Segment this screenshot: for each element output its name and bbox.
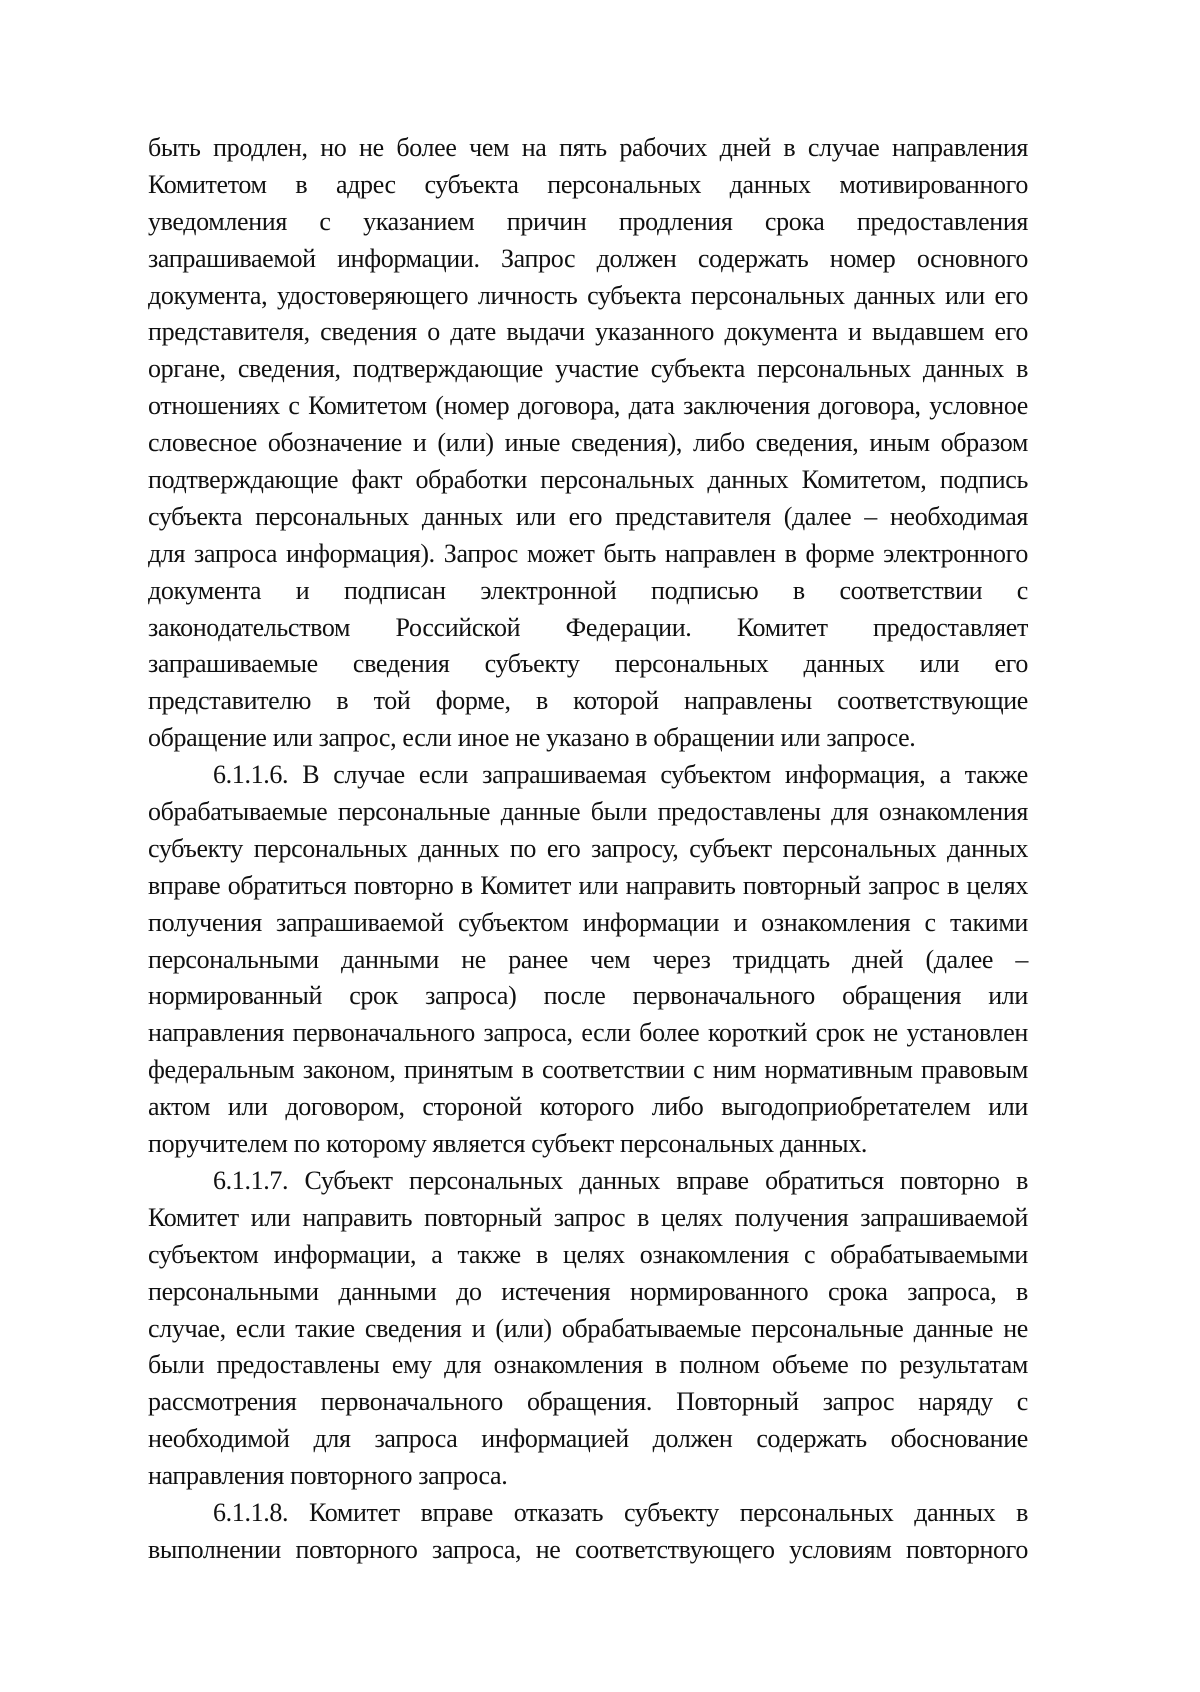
text-line: персональными данными не ранее чем через тридцать дней (далее – [148,944,1028,974]
text-line: субъектом информации, а также в целях ознакомления с обрабатываемыми [148,1239,1028,1269]
text-line: словесное обозначение и (или) иные сведения), либо сведения, иным образом [148,428,1028,458]
text-line: направления первоначального запроса, если более короткий срок не установлен [148,1018,1028,1048]
text-line: 6.1.1.7. Субъект персональных данных вправе обратиться повторно в [213,1165,1028,1195]
text-line: были предоставлены ему для ознакомления в полном объеме по результатам [148,1350,1028,1380]
text-line: рассмотрения первоначального обращения. Повторный запрос наряду с [148,1387,1028,1417]
text-line: для запроса информация). Запрос может быть направлен в форме электронного [148,538,1028,568]
paragraph [148,757,1028,1163]
text-line: нормированный срок запроса) после первоначального обращения или [148,981,1028,1011]
paragraph [148,1495,1028,1569]
text-line: 6.1.1.8. Комитет вправе отказать субъекту персональных данных в [213,1497,1028,1527]
text-line: запрашиваемой информации. Запрос должен содержать номер основного [148,243,1028,273]
text-line: необходимой для запроса информацией должен содержать обоснование [148,1424,1028,1454]
text-line: 6.1.1.6. В случае если запрашиваемая субъектом информация, а также [213,760,1028,790]
text-line: выполнении повторного запроса, не соответствующего условиям повторного [148,1534,1028,1564]
paragraph [148,1163,1028,1495]
text-line: Комитет или направить повторный запрос в целях получения запрашиваемой [148,1202,1028,1232]
text-line: обращение или запрос, если иное не указано в обращении или запросе. [148,723,916,753]
text-line: федеральным законом, принятым в соответствии с ним нормативным правовым [148,1055,1028,1085]
text-line: поручителем по которому является субъект персональных данных. [148,1129,868,1159]
text-line: актом или договором, стороной которого либо выгодоприобретателем или [148,1092,1028,1122]
text-line: документа, удостоверяющего личность субъекта персональных данных или его [148,280,1028,310]
text-line: быть продлен, но не более чем на пять рабочих дней в случае направления [148,133,1028,162]
text-line: случае, если такие сведения и (или) обрабатываемые персональные данные не [148,1313,1028,1343]
text-line: запрашиваемые сведения субъекту персональных данных или его [148,649,1028,679]
document-page [148,130,1028,1569]
paragraph [148,130,1028,757]
text-line: органе, сведения, подтверждающие участие субъекта персональных данных в [148,354,1028,384]
text-line: уведомления с указанием причин продления срока предоставления [148,206,1028,236]
text-line: подтверждающие факт обработки персональных данных Комитетом, подпись [148,465,1028,495]
text-line: персональными данными до истечения нормированного срока запроса, в [148,1276,1028,1306]
text-line: направления повторного запроса. [148,1461,508,1491]
text-line: Комитетом в адрес субъекта персональных данных мотивированного [148,169,1028,199]
text-line: получения запрашиваемой субъектом информации и ознакомления с такими [148,907,1028,937]
text-line: вправе обратиться повторно в Комитет или направить повторный запрос в целях [148,870,1028,900]
text-line: отношениях с Комитетом (номер договора, дата заключения договора, условное [148,391,1028,421]
text-line: субъекту персональных данных по его запросу, субъект персональных данных [148,833,1028,863]
text-line: законодательством Российской Федерации. Комитет предоставляет [148,612,1028,642]
text-line: обрабатываемые персональные данные были предоставлены для ознакомления [148,797,1028,827]
text-line: субъекта персональных данных или его представителя (далее – необходимая [148,501,1028,531]
text-line: представителю в той форме, в которой направлены соответствующие [148,686,1028,716]
text-line: представителя, сведения о дате выдачи указанного документа и выдавшем его [148,317,1028,347]
text-line: документа и подписан электронной подписью в соответствии с [148,575,1028,605]
